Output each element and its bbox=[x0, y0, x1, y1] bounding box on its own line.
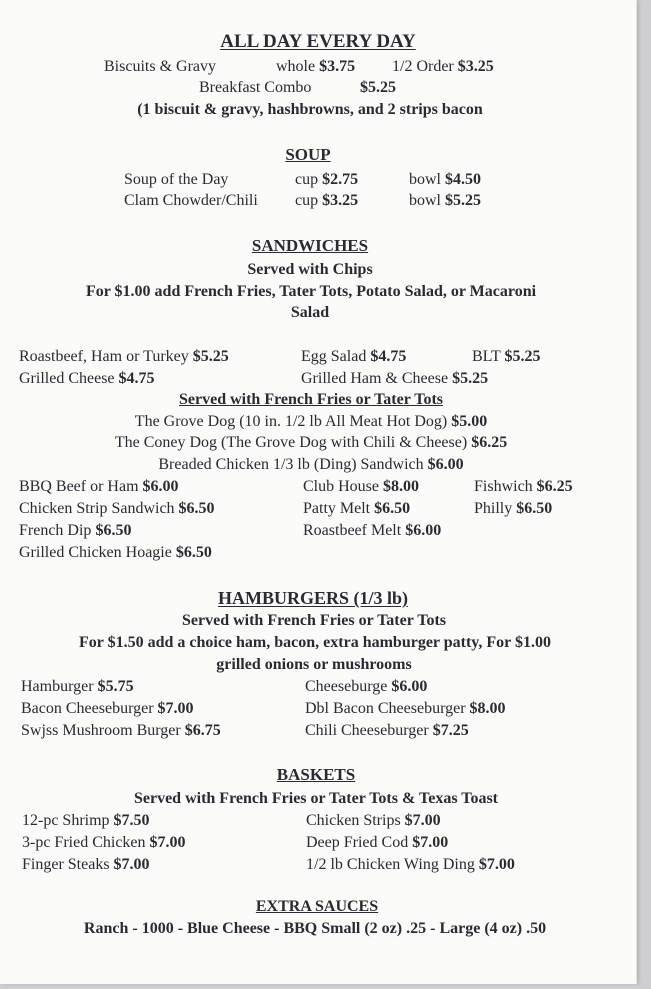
sandwiches-addon-line1: For $1.00 add French Fries, Tater Tots, Potato Salad, or Macaroni bbox=[85, 283, 537, 300]
menu-item: Chili Cheeseburger $7.25 bbox=[305, 722, 469, 739]
menu-item: Patty Melt $6.50 bbox=[303, 500, 411, 517]
menu-item: Philly $6.50 bbox=[474, 500, 553, 517]
chowder-cup: cup $3.25 bbox=[295, 192, 359, 209]
baskets-title: BASKETS bbox=[276, 765, 356, 784]
menu-item: Breaded Chicken 1/3 lb (Ding) Sandwich $6.00 bbox=[158, 456, 464, 473]
chowder-bowl: bowl $5.25 bbox=[409, 192, 481, 209]
menu-item: Egg Salad $4.75 bbox=[301, 348, 407, 365]
menu-item: Grilled Chicken Hoagie $6.50 bbox=[19, 544, 212, 561]
menu-item: Chicken Strip Sandwich $6.50 bbox=[19, 500, 215, 517]
menu-item: Roastbeef Melt $6.00 bbox=[303, 522, 442, 539]
combo-description: (1 biscuit & gravy, hashbrowns, and 2 strips bacon bbox=[137, 101, 483, 118]
soup-name: Soup of the Day bbox=[124, 171, 229, 188]
soup-bowl: bowl $4.50 bbox=[409, 171, 481, 188]
menu-item: 12-pc Shrimp $7.50 bbox=[22, 812, 150, 829]
combo-name: Breakfast Combo bbox=[199, 79, 312, 96]
hamburgers-addon-line2: grilled onions or mushrooms bbox=[216, 656, 412, 673]
menu-item: French Dip $6.50 bbox=[19, 522, 132, 539]
menu-item: Grilled Cheese $4.75 bbox=[19, 370, 155, 387]
sandwiches-addon-line2: Salad bbox=[290, 304, 330, 321]
extra-sauces-line: Ranch - 1000 - Blue Cheese - BBQ Small (2 oz) .25 - Large (4 oz) .50 bbox=[83, 920, 547, 937]
menu-item: Dbl Bacon Cheeseburger $8.00 bbox=[305, 700, 506, 717]
menu-item: Finger Steaks $7.00 bbox=[22, 856, 150, 873]
menu-item: Roastbeef, Ham or Turkey $5.25 bbox=[19, 348, 229, 365]
menu-item: 3-pc Fried Chicken $7.00 bbox=[22, 834, 186, 851]
soup-cup: cup $2.75 bbox=[295, 171, 359, 188]
menu-item: BLT $5.25 bbox=[472, 348, 541, 365]
menu-item: Chicken Strips $7.00 bbox=[306, 812, 441, 829]
menu-item: Swjss Mushroom Burger $6.75 bbox=[21, 722, 221, 739]
menu-item: Cheeseburge $6.00 bbox=[305, 678, 428, 695]
menu-item: Club House $8.00 bbox=[303, 478, 419, 495]
all-day-title: ALL DAY EVERY DAY bbox=[220, 31, 416, 52]
soup-title: SOUP bbox=[285, 145, 331, 164]
chowder-name: Clam Chowder/Chili bbox=[124, 192, 258, 209]
hamburgers-title: HAMBURGERS (1/3 lb) bbox=[217, 588, 408, 608]
sandwiches-served-with: Served with Chips bbox=[247, 261, 373, 278]
biscuits-whole: whole $3.75 bbox=[276, 58, 356, 75]
menu-item: Deep Fried Cod $7.00 bbox=[306, 834, 449, 851]
menu-item: 1/2 lb Chicken Wing Ding $7.00 bbox=[306, 856, 515, 873]
hamburgers-served-with: Served with French Fries or Tater Tots bbox=[182, 612, 446, 629]
menu-item: BBQ Beef or Ham $6.00 bbox=[19, 478, 179, 495]
menu-item: The Coney Dog (The Grove Dog with Chili & Cheese) $6.25 bbox=[114, 434, 508, 451]
sandwiches-title: SANDWICHES bbox=[251, 236, 369, 255]
hamburgers-addon-line1: For $1.50 add a choice ham, bacon, extra hamburger patty, For $1.00 bbox=[79, 634, 551, 651]
menu-item: Grilled Ham & Cheese $5.25 bbox=[301, 370, 489, 387]
combo-price: $5.25 bbox=[360, 79, 396, 96]
menu-item: Fishwich $6.25 bbox=[474, 478, 573, 495]
extra-sauces-title: EXTRA SAUCES bbox=[255, 898, 379, 915]
menu-item: Bacon Cheeseburger $7.00 bbox=[21, 700, 194, 717]
biscuits-name: Biscuits & Gravy bbox=[104, 58, 216, 75]
sandwiches-fries-heading: Served with French Fries or Tater Tots bbox=[179, 391, 443, 408]
menu-item: The Grove Dog (10 in. 1/2 lb All Meat Hot Dog) $5.00 bbox=[134, 413, 488, 430]
biscuits-half: 1/2 Order $3.25 bbox=[392, 58, 494, 75]
baskets-served-with: Served with French Fries or Tater Tots & Texas Toast bbox=[133, 790, 499, 807]
menu-item: Hamburger $5.75 bbox=[21, 678, 134, 695]
